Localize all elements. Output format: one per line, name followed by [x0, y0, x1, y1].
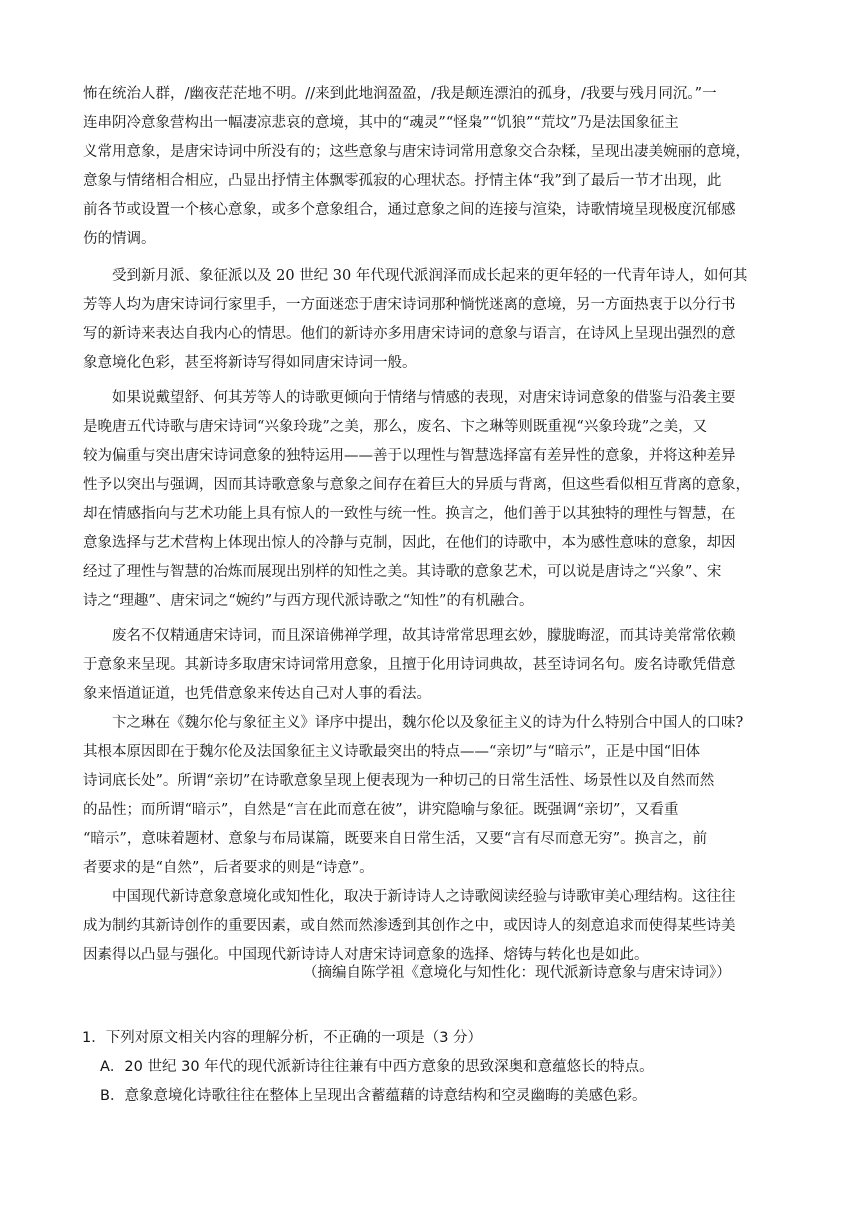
article-line: 成为制约其新诗创作的重要因素，或自然而然渗透到其创作之中，或因诗人的刻意追求而使得某些诗美 — [83, 918, 736, 934]
article-line: 前各节或设置一个核心意象，或多个意象组合，通过意象之间的连接与渲染，诗歌情境呈现极度沉郁感 — [83, 202, 736, 218]
article-line: 因素得以凸显与强化。中国现代新诗诗人对唐宋诗词意象的选择、熔铸与转化也是如此。 — [83, 947, 649, 963]
option-b: B．意象意境化诗歌往往在整体上呈现出含蓄蕴藉的诗意结构和空灵幽晦的美感色彩。 — [100, 1088, 647, 1104]
article-line: 于意象来呈现。其新诗多取唐宋诗词常用意象，且擅于化用诗词典故，甚至诗词名句。废名诗歌凭借意 — [83, 657, 736, 673]
article-line: 写的新诗来表达自我内心的情思。他们的新诗亦多用唐宋诗词的意象与语言，在诗风上呈现出强烈的意 — [83, 326, 736, 342]
article-source: （摘编自陈学祖《意境化与知性化：现代派新诗意象与唐宋诗词》） — [303, 965, 731, 981]
article-line: 卞之琳在《魏尔伦与象征主义》译序中提出，魏尔伦以及象征主义的诗为什么特别合中国人的口味? — [112, 715, 744, 731]
article-line: 象来悟道证道，也凭借意象来传达自己对人事的看法。 — [83, 686, 431, 702]
article-line: 伤的情调。 — [83, 231, 156, 247]
option-a: A．20 世纪 30 年代的现代派新诗往往兼有中西方意象的思致深奥和意蕴悠长的特点。 — [100, 1059, 654, 1075]
article-line: 中国现代新诗意象意境化或知性化，取决于新诗诗人之诗歌阅读经验与诗歌审美心理结构。这往往 — [112, 889, 736, 905]
article-line: 义常用意象，是唐宋诗词中所没有的；这些意象与唐宋诗词常用意象交合杂糅，呈现出凄美婉丽的意境， — [83, 144, 750, 160]
article-line: 诗词底长处”。所谓“亲切”在诗歌意象呈现上便表现为一种切己的日常生活性、场景性以及自然而然 — [83, 773, 715, 789]
article-line: 经过了理性与智慧的冶炼而展现出别样的知性之美。其诗歌的意象艺术，可以说是唐诗之“兴象”、宋 — [83, 564, 722, 580]
article-line: 怖在统治人群，/幽夜茫茫地不明。//来到此地润盈盈，/我是颠连漂泊的孤身，/我要与残月同沉。”一 — [83, 86, 717, 102]
article-line: 废名不仅精通唐宋诗词，而且深谙佛禅学理，故其诗常常思理玄妙，朦胧晦涩，而其诗美常常依赖 — [112, 628, 736, 644]
article-line: 连串阴冷意象营构出一幅凄凉悲哀的意境，其中的“魂灵”“怪枭”“饥狼”“荒坟”乃是法国象征主 — [83, 115, 679, 131]
article-line: 却在情感指向与艺术功能上具有惊人的一致性与统一性。换言之，他们善于以其独特的理性与智慧，在 — [83, 506, 736, 522]
article-line: 象意境化色彩，甚至将新诗写得如同唐宋诗词一般。 — [83, 355, 417, 371]
article-line: 者要求的是“自然”，后者要求的则是“诗意”。 — [83, 860, 374, 876]
article-line: 较为偏重与突出唐宋诗词意象的独特运用——善于以理性与智慧选择富有差异性的意象，并将这种差异 — [83, 448, 736, 464]
article-line: 其根本原因即在于魏尔伦及法国象征主义诗歌最突出的特点——“亲切”与“暗示”，正是中国“旧体 — [83, 744, 701, 760]
article-line: “暗示”，意味着题材、意象与布局谋篇，既要来自日常生活，又要“言有尽而意无穷”。换言之，前 — [83, 831, 708, 847]
article-line: 意象与情绪相合相应，凸显出抒情主体飘零孤寂的心理状态。抒情主体“我”到了最后一节才出现，此 — [83, 173, 722, 189]
article-line: 的品性；而所谓“暗示”，自然是“言在此而意在彼”，讲究隐喻与象征。既强调“亲切”，又看重 — [83, 802, 679, 818]
question-stem: 1．下列对原文相关内容的理解分析，不正确的一项是（3 分） — [82, 1030, 483, 1046]
article-line: 性予以突出与强调，因而其诗歌意象与意象之间存在着巨大的异质与背离，但这些看似相互背离的意象， — [83, 477, 750, 493]
article-line: 受到新月派、象征派以及 20 世纪 30 年代现代派润泽而成长起来的更年轻的一代青年诗人，如何其 — [112, 268, 748, 284]
article-line: 意象选择与艺术营构上体现出惊人的冷静与克制，因此，在他们的诗歌中，本为感性意味的意象，却因 — [83, 535, 736, 551]
article-line: 诗之“理趣”、唐宋词之“婉约”与西方现代派诗歌之“知性”的有机融合。 — [83, 593, 534, 609]
article-line: 芳等人均为唐宋诗词行家里手，一方面迷恋于唐宋诗词那种惝恍迷离的意境，另一方面热衷于以分行书 — [83, 297, 736, 313]
article-line: 是晚唐五代诗歌与唐宋诗词“兴象玲珑”之美，那么，废名、卞之琳等则既重视“兴象玲珑”之美，又 — [83, 419, 708, 435]
article-line: 如果说戴望舒、何其芳等人的诗歌更倾向于情绪与情感的表现，对唐宋诗词意象的借鉴与沿袭主要 — [112, 390, 736, 406]
